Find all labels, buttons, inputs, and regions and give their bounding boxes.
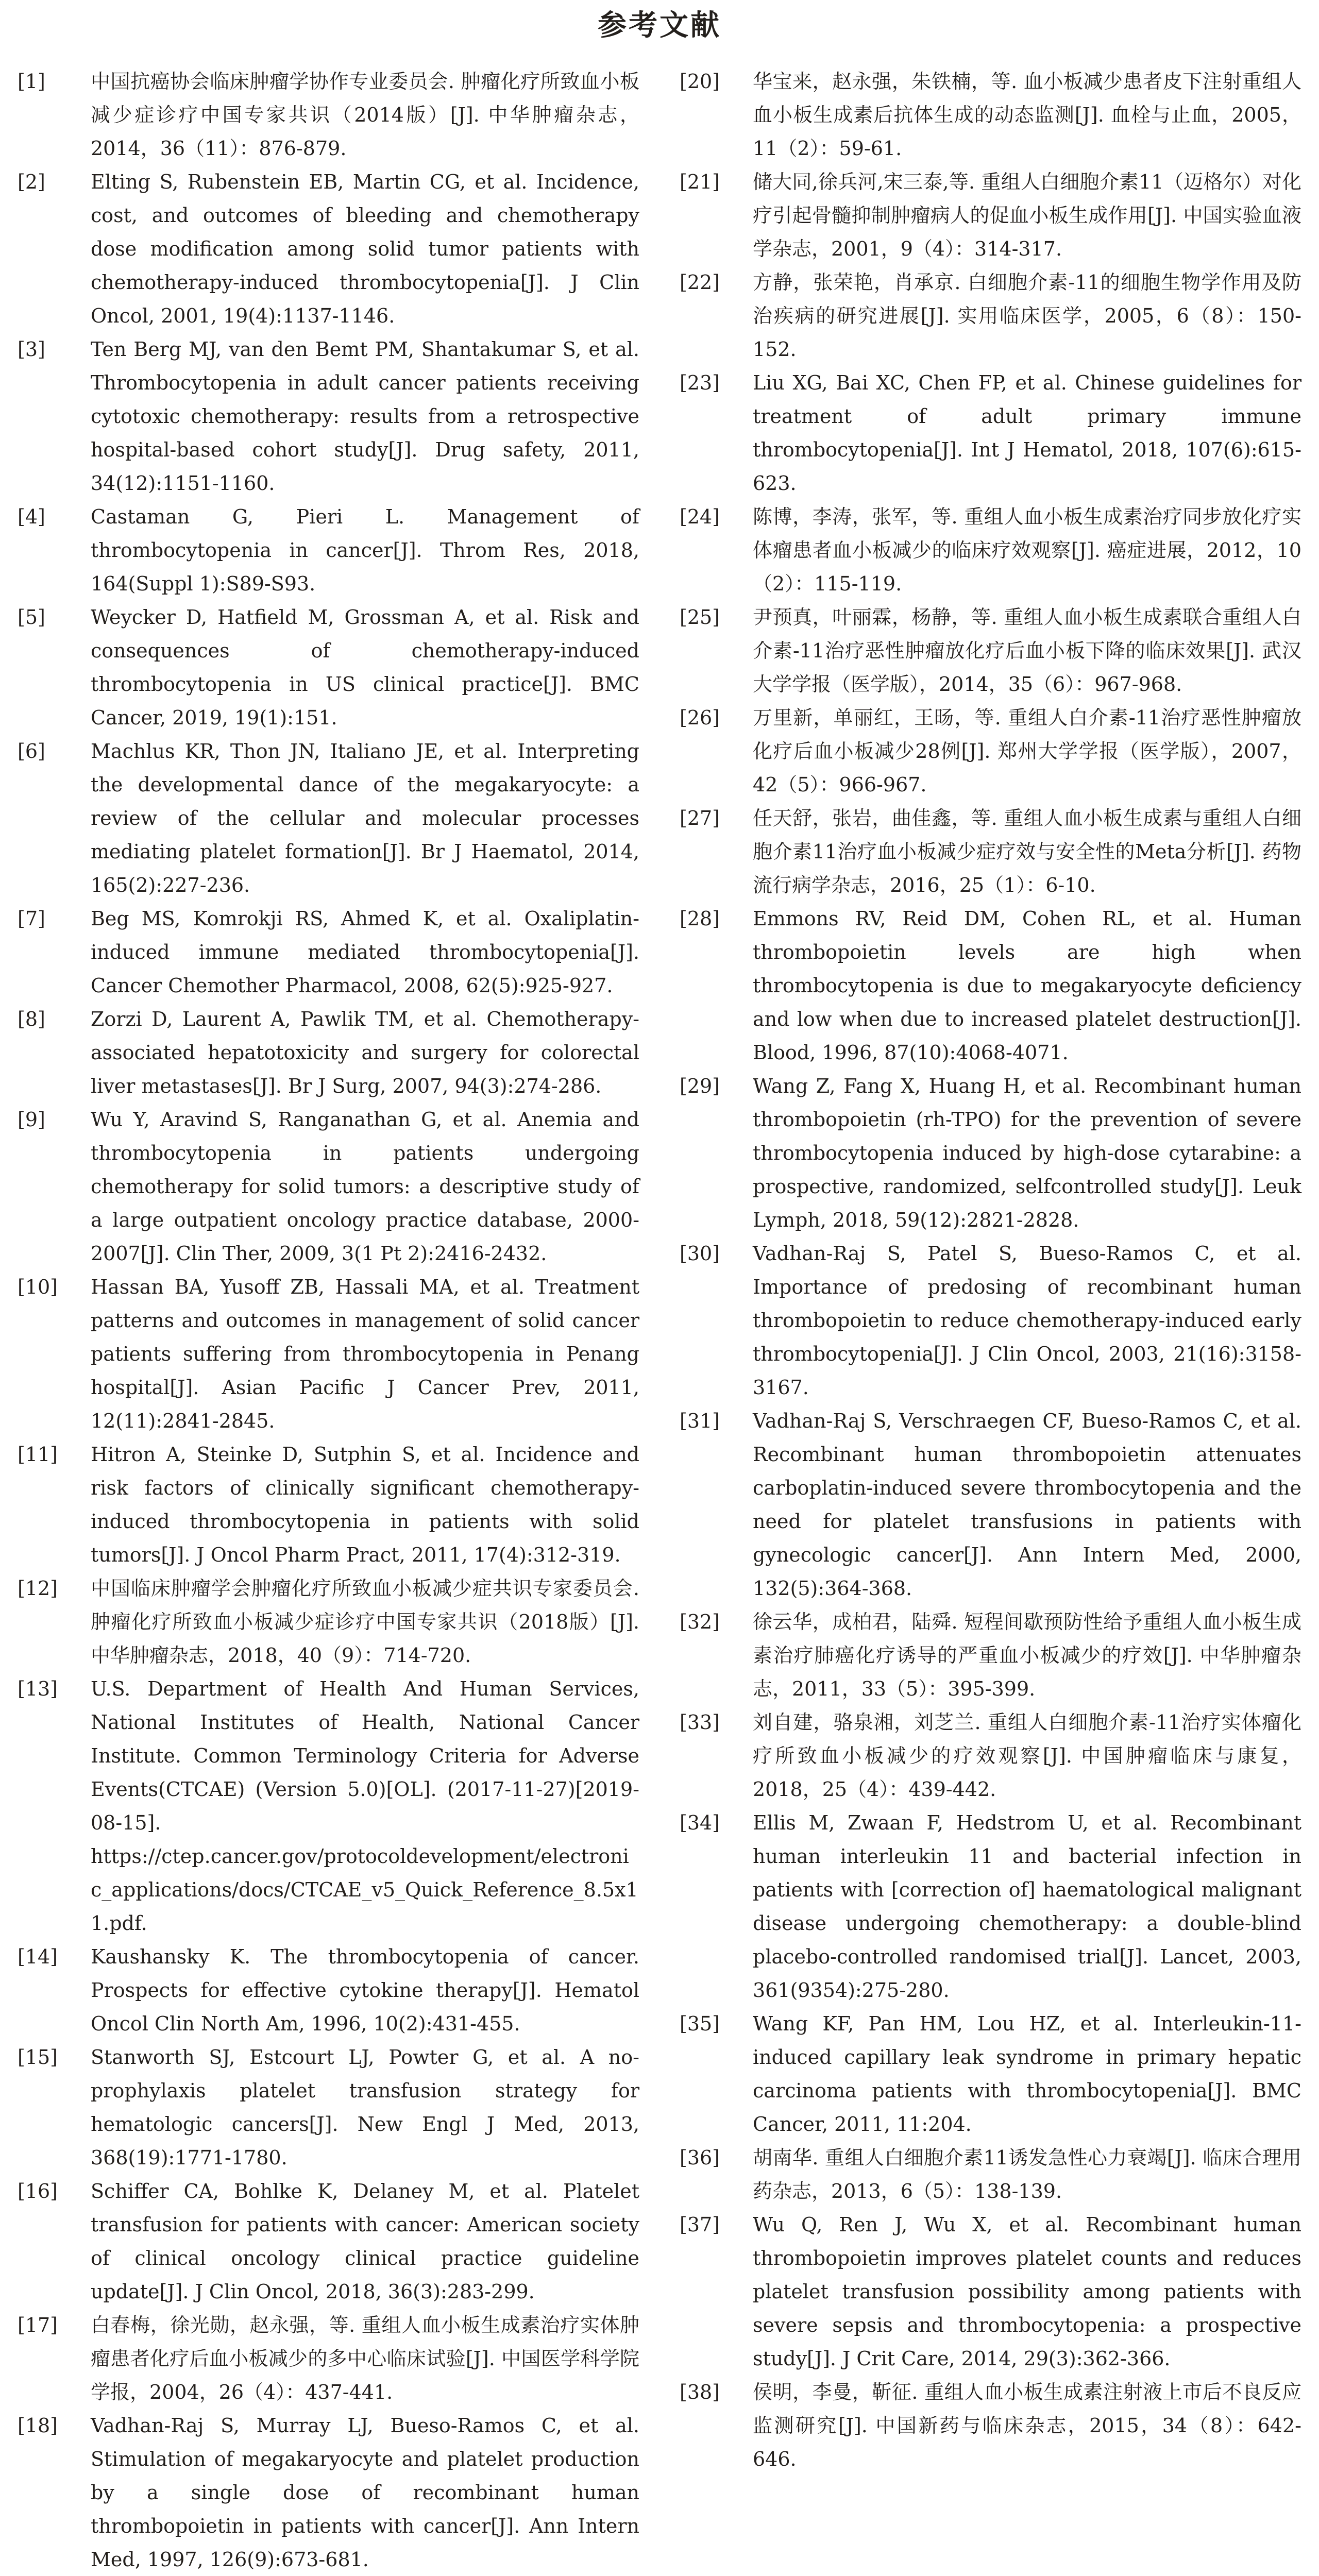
reference-item — [18, 1672, 639, 1940]
reference-text: 白春梅，徐光勋，赵永强，等. 重组人血小板生成素治疗实体肿瘤患者化疗后血小板减少的多中心临床试验[J]. 中国医学科学院学报，2004，26（4）：437-441. — [91, 2314, 639, 2403]
reference-text: 华宝来，赵永强，朱铁楠，等. 血小板减少患者皮下注射重组人血小板生成素后抗体生成的动态监测[J]. 血栓与止血，2005，11（2）：59-61. — [753, 70, 1301, 160]
reference-number: [27] — [680, 807, 720, 829]
reference-text: Wang Z, Fang X, Huang H, et al. Recombinant human thrombopoietin (rh-TPO) for the prevention of severe thrombocytopenia induced by high-dose cytarabine: a prospective, randomized, selfcontrolled study[J]. Leuk Lymph, 2018, 59(12):2821-2828. — [753, 1075, 1301, 1231]
reference-text: 万里新，单丽红，王旸，等. 重组人白介素-11治疗恶性肿瘤放化疗后血小板减少28例[J]. 郑州大学学报（医学版），2007，42（5）：966-967. — [753, 706, 1301, 796]
reference-number: [20] — [680, 70, 720, 93]
reference-number: [17] — [18, 2314, 58, 2336]
reference-item — [18, 1003, 639, 1103]
reference-text: 任天舒，张岩，曲佳鑫，等. 重组人血小板生成素与重组人白细胞介素11治疗血小板减少症疗效与安全性的Meta分析[J]. 药物流行病学杂志，2016，25（1）：6-10. — [753, 807, 1301, 896]
reference-item — [680, 2208, 1301, 2376]
reference-item — [18, 902, 639, 1003]
reference-number: [36] — [680, 2146, 720, 2169]
reference-item — [680, 1237, 1301, 1404]
reference-number: [26] — [680, 706, 720, 729]
reference-item — [680, 802, 1301, 902]
reference-number: [33] — [680, 1711, 720, 1734]
reference-text: 徐云华，成柏君，陆舜. 短程间歇预防性给予重组人血小板生成素治疗肺癌化疗诱导的严重血小板减少的疗效[J]. 中华肿瘤杂志，2011，33（5）：395-399. — [753, 1611, 1301, 1700]
reference-number: [24] — [680, 505, 720, 528]
reference-text: 侯明，李曼，靳征. 重组人血小板生成素注射液上市后不良反应监测研究[J]. 中国新药与临床杂志，2015，34（8）：642-646. — [753, 2381, 1301, 2470]
reference-item — [680, 165, 1301, 266]
reference-number: [18] — [18, 2414, 58, 2437]
reference-text: Weycker D, Hatfield M, Grossman A, et al. Risk and consequences of chemotherapy-induced thrombocytopenia in US clinical practice[J]. BMC Cancer, 2019, 19(1):151. — [91, 606, 639, 729]
reference-item — [680, 1706, 1301, 1806]
reference-text: Hitron A, Steinke D, Sutphin S, et al. Incidence and risk factors of clinically significant chemotherapy-induced thrombocytopenia in patients with solid tumors[J]. J Oncol Pharm Pract, 2011, 17(4):312-319. — [91, 1443, 639, 1566]
reference-text: Beg MS, Komrokji RS, Ahmed K, et al. Oxaliplatin-induced immune mediated thrombocytopenia[J]. Cancer Chemother Pharmacol, 2008, 62(5):925-927. — [91, 907, 639, 997]
reference-item — [18, 2175, 639, 2309]
reference-item — [18, 2041, 639, 2175]
reference-item — [680, 500, 1301, 601]
reference-number: [31] — [680, 1410, 720, 1432]
reference-number: [15] — [18, 2046, 58, 2069]
reference-item — [18, 1572, 639, 1672]
reference-item — [18, 2309, 639, 2409]
reference-number: [6] — [18, 740, 45, 762]
reference-text: 刘自建，骆泉湘，刘芝兰. 重组人白细胞介素-11治疗实体瘤化疗所致血小板减少的疗效观察[J]. 中国肿瘤临床与康复，2018，25（4）：439-442. — [753, 1711, 1301, 1801]
reference-text: Vadhan-Raj S, Patel S, Bueso-Ramos C, et al. Importance of predosing of recombinant human thrombopoietin to reduce chemotherapy-induced early thrombocytopenia[J]. J Clin Oncol, 2003, 21(16):3158-3167. — [753, 1242, 1301, 1399]
reference-text: Emmons RV, Reid DM, Cohen RL, et al. Human thrombopoietin levels are high when thrombocytopenia is due to megakaryocyte deficiency and low when due to increased platelet destruction[J]. Blood, 1996, 87(10):4068-4071. — [753, 907, 1301, 1064]
reference-number: [32] — [680, 1611, 720, 1633]
page-title: 参考文献 — [598, 9, 721, 42]
reference-text: 储大同,徐兵河,宋三泰,等. 重组人白细胞介素11（迈格尔）对化疗引起骨髓抑制肿瘤病人的促血小板生成作用[J]. 中国实验血液学杂志，2001，9（4）：314-317. — [753, 171, 1301, 260]
reference-item — [18, 333, 639, 500]
reference-item — [18, 500, 639, 601]
reference-text: Kaushansky K. The thrombocytopenia of cancer. Prospects for effective cytokine therapy[J]. Hematol Oncol Clin North Am, 1996, 10(2):431-455. — [91, 1945, 639, 2035]
reference-item — [680, 2376, 1301, 2476]
reference-item — [680, 701, 1301, 802]
reference-number: [10] — [18, 1276, 58, 1298]
reference-number: [30] — [680, 1242, 720, 1265]
reference-item — [680, 266, 1301, 366]
reference-item — [680, 1605, 1301, 1706]
reference-item — [680, 366, 1301, 500]
reference-number: [12] — [18, 1577, 58, 1600]
reference-number: [9] — [18, 1108, 45, 1131]
reference-number: [11] — [18, 1443, 58, 1466]
reference-text: Zorzi D, Laurent A, Pawlik TM, et al. Chemotherapy-associated hepatotoxicity and surgery for colorectal liver metastases[J]. Br J Surg, 2007, 94(3):274-286. — [91, 1008, 639, 1097]
reference-item — [18, 1270, 639, 1438]
reference-number: [37] — [680, 2213, 720, 2236]
reference-item — [18, 601, 639, 735]
reference-number: [35] — [680, 2012, 720, 2035]
reference-number: [1] — [18, 70, 45, 93]
reference-text: Vadhan-Raj S, Verschraegen CF, Bueso-Ramos C, et al. Recombinant human thrombopoietin attenuates carboplatin-induced severe thrombocytopenia and the need for platelet transfusions in patients with gynecologic cancer[J]. Ann Intern Med, 2000, 132(5):364-368. — [753, 1410, 1301, 1600]
reference-number: [34] — [680, 1811, 720, 1834]
reference-text: Wang KF, Pan HM, Lou HZ, et al. Interleukin-11-induced capillary leak syndrome in primary hepatic carcinoma patients with thrombocytopenia[J]. BMC Cancer, 2011, 11:204. — [753, 2012, 1301, 2136]
references-column-left — [18, 65, 639, 2576]
reference-text: U.S. Department of Health And Human Services, National Institutes of Health, National Cancer Institute. Common Terminology Criteria for Adverse Events(CTCAE) (Version 5.0)[OL]. (2017-11-27)[2019-08-15]. https://ctep.cancer.gov/protocoldevelopment/electronic_applications/docs/CTCAE_v5_Quick_Reference_8.5x11.pdf. — [91, 1677, 639, 1935]
reference-text: Castaman G, Pieri L. Management of thrombocytopenia in cancer[J]. Throm Res, 2018, 164(Suppl 1):S89-S93. — [91, 505, 639, 595]
reference-text: Vadhan-Raj S, Murray LJ, Bueso-Ramos C, et al. Stimulation of megakaryocyte and platelet production by a single dose of recombinant human thrombopoietin in patients with cancer[J]. Ann Intern Med, 1997, 126(9):673-681. — [91, 2414, 639, 2571]
reference-text: Schiffer CA, Bohlke K, Delaney M, et al. Platelet transfusion for patients with cancer: American society of clinical oncology clinical practice guideline update[J]. J Clin Oncol, 2018, 36(3):283-299. — [91, 2180, 639, 2303]
reference-text: 陈博，李涛，张军，等. 重组人血小板生成素治疗同步放化疗实体瘤患者血小板减少的临床疗效观察[J]. 癌症进展，2012，10（2）：115-119. — [753, 505, 1301, 595]
reference-number: [3] — [18, 338, 45, 361]
reference-item — [680, 65, 1301, 165]
reference-number: [5] — [18, 606, 45, 629]
reference-number: [8] — [18, 1008, 45, 1030]
reference-number: [7] — [18, 907, 45, 930]
reference-number: [16] — [18, 2180, 58, 2202]
reference-text: Ten Berg MJ, van den Bemt PM, Shantakumar S, et al. Thrombocytopenia in adult cancer patients receiving cytotoxic chemotherapy: results from a retrospective hospital-based cohort study[J]. Drug safety, 2011, 34(12):1151-1160. — [91, 338, 639, 495]
reference-item — [18, 1940, 639, 2041]
reference-item — [680, 1404, 1301, 1605]
reference-number: [22] — [680, 271, 720, 294]
reference-number: [38] — [680, 2381, 720, 2403]
reference-item — [680, 2141, 1301, 2208]
reference-item — [18, 165, 639, 333]
reference-text: Stanworth SJ, Estcourt LJ, Powter G, et al. A no-prophylaxis platelet transfusion strategy for hematologic cancers[J]. New Engl J Med, 2013, 368(19):1771-1780. — [91, 2046, 639, 2169]
reference-number: [2] — [18, 171, 45, 193]
references-columns — [18, 65, 1301, 2576]
reference-text: Liu XG, Bai XC, Chen FP, et al. Chinese guidelines for treatment of adult primary immune thrombocytopenia[J]. Int J Hematol, 2018, 107(6):615-623. — [753, 371, 1301, 495]
reference-item — [18, 2409, 639, 2576]
reference-text: 尹预真，叶丽霖，杨静，等. 重组人血小板生成素联合重组人白介素-11治疗恶性肿瘤放化疗后血小板下降的临床效果[J]. 武汉大学学报（医学版），2014，35（6）：967-968. — [753, 606, 1301, 696]
reference-text: Wu Y, Aravind S, Ranganathan G, et al. Anemia and thrombocytopenia in patients undergoing chemotherapy for solid tumors: a descriptive study of a large outpatient oncology practice database, 2000-2007[J]. Clin Ther, 2009, 3(1 Pt 2):2416-2432. — [91, 1108, 639, 1265]
reference-item — [18, 1438, 639, 1572]
reference-item — [680, 2007, 1301, 2141]
references-column-right — [680, 65, 1301, 2476]
reference-number: [28] — [680, 907, 720, 930]
reference-number: [21] — [680, 171, 720, 193]
reference-text: Wu Q, Ren J, Wu X, et al. Recombinant human thrombopoietin improves platelet counts and reduces platelet transfusion possibility among patients with severe sepsis and thrombocytopenia: a prospective study[J]. J Crit Care, 2014, 29(3):362-366. — [753, 2213, 1301, 2370]
reference-item — [18, 65, 639, 165]
reference-text: 中国临床肿瘤学会肿瘤化疗所致血小板减少症共识专家委员会. 肿瘤化疗所致血小板减少症诊疗中国专家共识（2018版）[J]. 中华肿瘤杂志，2018，40（9）：714-720. — [91, 1577, 639, 1667]
reference-item — [680, 1070, 1301, 1237]
reference-item — [680, 601, 1301, 701]
reference-text: 中国抗癌协会临床肿瘤学协作专业委员会. 肿瘤化疗所致血小板减少症诊疗中国专家共识（2014版）[J]. 中华肿瘤杂志，2014，36（11）：876-879. — [91, 70, 639, 160]
reference-number: [14] — [18, 1945, 58, 1968]
reference-text: 方静，张荣艳，肖承京. 白细胞介素-11的细胞生物学作用及防治疾病的研究进展[J]. 实用临床医学，2005，6（8）：150-152. — [753, 271, 1301, 361]
reference-text: 胡南华. 重组人白细胞介素11诱发急性心力衰竭[J]. 临床合理用药杂志，2013，6（5）：138-139. — [753, 2146, 1301, 2202]
reference-item — [18, 735, 639, 902]
reference-number: [29] — [680, 1075, 720, 1097]
reference-item — [18, 1103, 639, 1270]
reference-item — [680, 1806, 1301, 2007]
reference-text: Ellis M, Zwaan F, Hedstrom U, et al. Recombinant human interleukin 11 and bacterial infection in patients with [correction of] haematological malignant disease undergoing chemotherapy: a double-blind placebo-controlled randomised trial[J]. Lancet, 2003, 361(9354):275-280. — [753, 1811, 1301, 2002]
reference-text: Hassan BA, Yusoff ZB, Hassali MA, et al. Treatment patterns and outcomes in management of solid cancer patients suffering from thrombocytopenia in Penang hospital[J]. Asian Pacific J Cancer Prev, 2011, 12(11):2841-2845. — [91, 1276, 639, 1432]
reference-number: [13] — [18, 1677, 58, 1700]
reference-text: Machlus KR, Thon JN, Italiano JE, et al. Interpreting the developmental dance of the megakaryocyte: a review of the cellular and molecular processes mediating platelet formation[J]. Br J Haematol, 2014, 165(2):227-236. — [91, 740, 639, 896]
reference-number: [23] — [680, 371, 720, 394]
reference-number: [4] — [18, 505, 45, 528]
reference-text: Elting S, Rubenstein EB, Martin CG, et al. Incidence, cost, and outcomes of bleeding and chemotherapy dose modification among solid tumor patients with chemotherapy-induced thrombocytopenia[J]. J Clin Oncol, 2001, 19(4):1137-1146. — [91, 171, 639, 327]
reference-number: [25] — [680, 606, 720, 629]
reference-item — [680, 902, 1301, 1070]
